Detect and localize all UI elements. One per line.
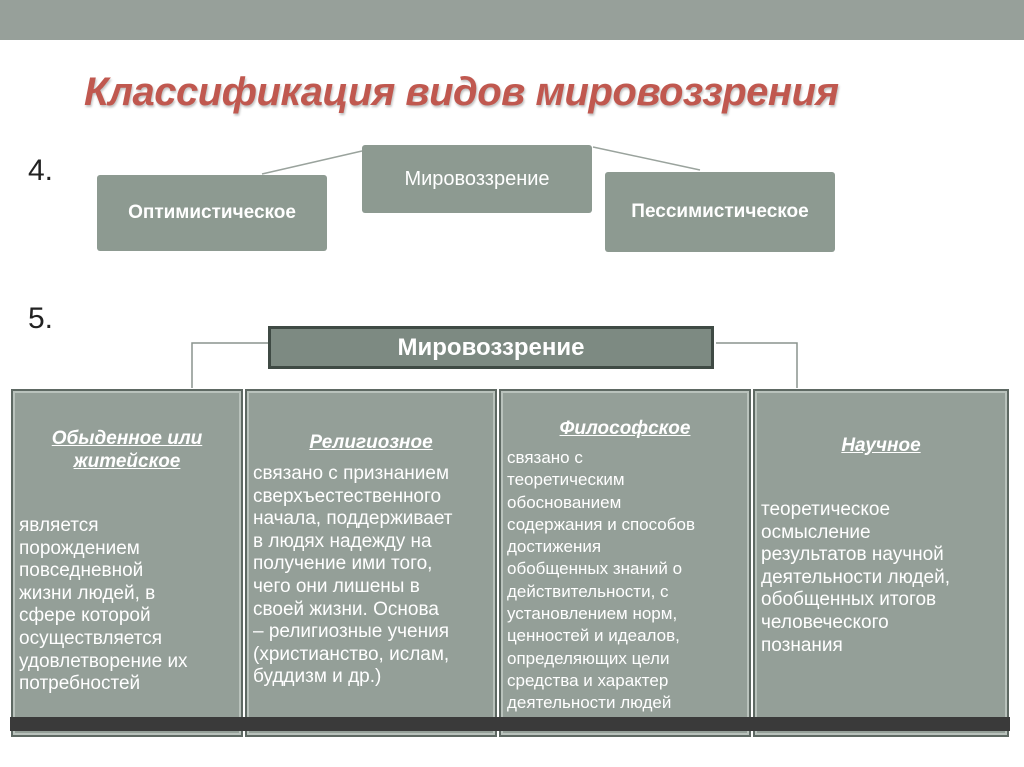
column-heading-philosophical: Философское xyxy=(559,418,691,439)
page-title: Классификация видов мировоззрения xyxy=(84,70,839,114)
bottom-strip xyxy=(10,717,1010,731)
worldview-header: Мировоззрение xyxy=(268,326,714,369)
column-text-everyday: является порождением повседневной жизни людей, в сфере которой осуществляется удовлетворение их потребностей xyxy=(19,515,188,695)
column-text-religious: связано с признанием сверхъестественного начала, поддерживает в людях надежду на получение ими того, чего они лишены в своей жизни. Основа – религиозные учения (христианство, ислам, буддизм и др.) xyxy=(253,463,453,688)
node-worldview: Мировоззрение xyxy=(362,145,592,213)
column-religious xyxy=(244,388,498,738)
column-heading-everyday: Обыденное или житейское xyxy=(51,428,203,472)
node-optimistic: Оптимистическое xyxy=(97,175,327,251)
column-text-scientific: теоретическое осмысление результатов научной деятельности людей, обобщенных итогов человеческого познания xyxy=(761,499,950,656)
node-pessimistic: Пессимистическое xyxy=(605,172,835,252)
column-everyday xyxy=(10,388,244,738)
column-scientific xyxy=(752,388,1010,738)
connector-header-right xyxy=(716,343,797,390)
column-philosophical xyxy=(498,388,752,738)
section-number-4: 4. xyxy=(28,154,54,187)
connector-center-left xyxy=(262,151,362,174)
worldview-columns xyxy=(10,388,1010,738)
connector-header-left xyxy=(192,343,268,390)
column-heading-scientific: Научное xyxy=(841,435,921,456)
column-heading-religious: Религиозное xyxy=(309,432,433,453)
section-number-5: 5. xyxy=(28,302,54,335)
connector-center-right xyxy=(593,147,700,170)
column-text-philosophical: связано с теоретическим обоснованием содержания и способов достижения обобщенных знаний о действительности, с установлением норм, ценностей и идеалов, определяющих цели средства и характер деятельности людей xyxy=(507,448,695,713)
